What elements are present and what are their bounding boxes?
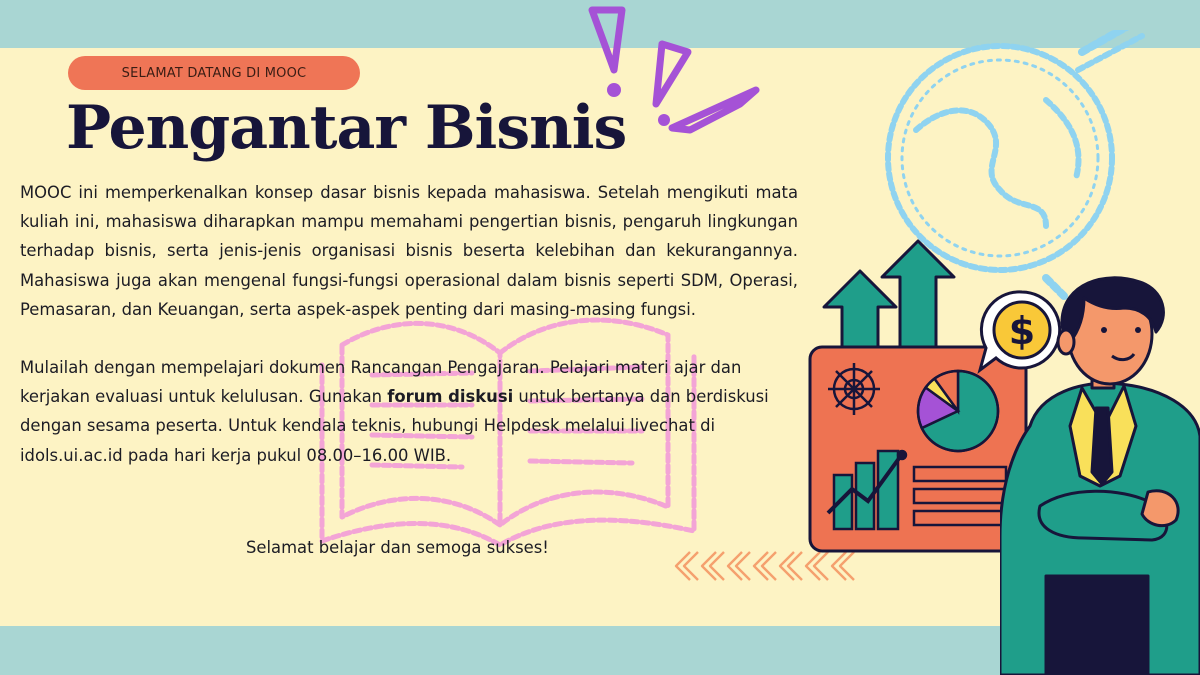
welcome-badge: SELAMAT DATANG DI MOOC	[68, 56, 360, 90]
closing-message: Selamat belajar dan semoga sukses!	[246, 538, 549, 557]
businessman-icon	[1000, 276, 1200, 675]
instructions-text-start: Mulailah dengan mempelajari dokumen Rancangan Pengajaran. Pelajari materi ajar dan kerjakan evaluasi untuk kelulusan. Gunakan	[20, 358, 742, 407]
intro-paragraph: MOOC ini memperkenalkan konsep dasar bisnis kepada mahasiswa. Setelah mengikuti mata kuliah ini, mahasiswa diharapkan mampu memahami pengertian bisnis, pengaruh lingkungan terhadap bisnis, serta jenis-jenis organisasi bisnis beserta kelebihan dan kekurangannya. Mahasiswa juga akan mengenal fungsi-fungsi operasional dalam bisnis seperti SDM, Operasi, Pemasaran, dan Keuangan, serta aspek-aspek penting dari masing-masing fungsi.	[20, 183, 798, 319]
pie-chart-icon	[918, 371, 998, 451]
instructions-text-end: untuk bertanya dan berdiskusi dengan sesama peserta. Untuk kendala teknis, hubungi Helpdesk melalui livechat di idols.ui.ac.id pada hari kerja pukul 08.00–16.00 WIB.	[20, 387, 769, 465]
course-description	[20, 178, 798, 470]
forum-diskusi-emphasis: forum diskusi	[387, 387, 514, 407]
text-lines	[914, 467, 1006, 525]
instructions-paragraph	[20, 353, 798, 470]
dollar-symbol: $	[1008, 309, 1036, 353]
up-arrow-icon	[820, 235, 960, 355]
page-title: Pengantar Bisnis	[66, 93, 627, 163]
